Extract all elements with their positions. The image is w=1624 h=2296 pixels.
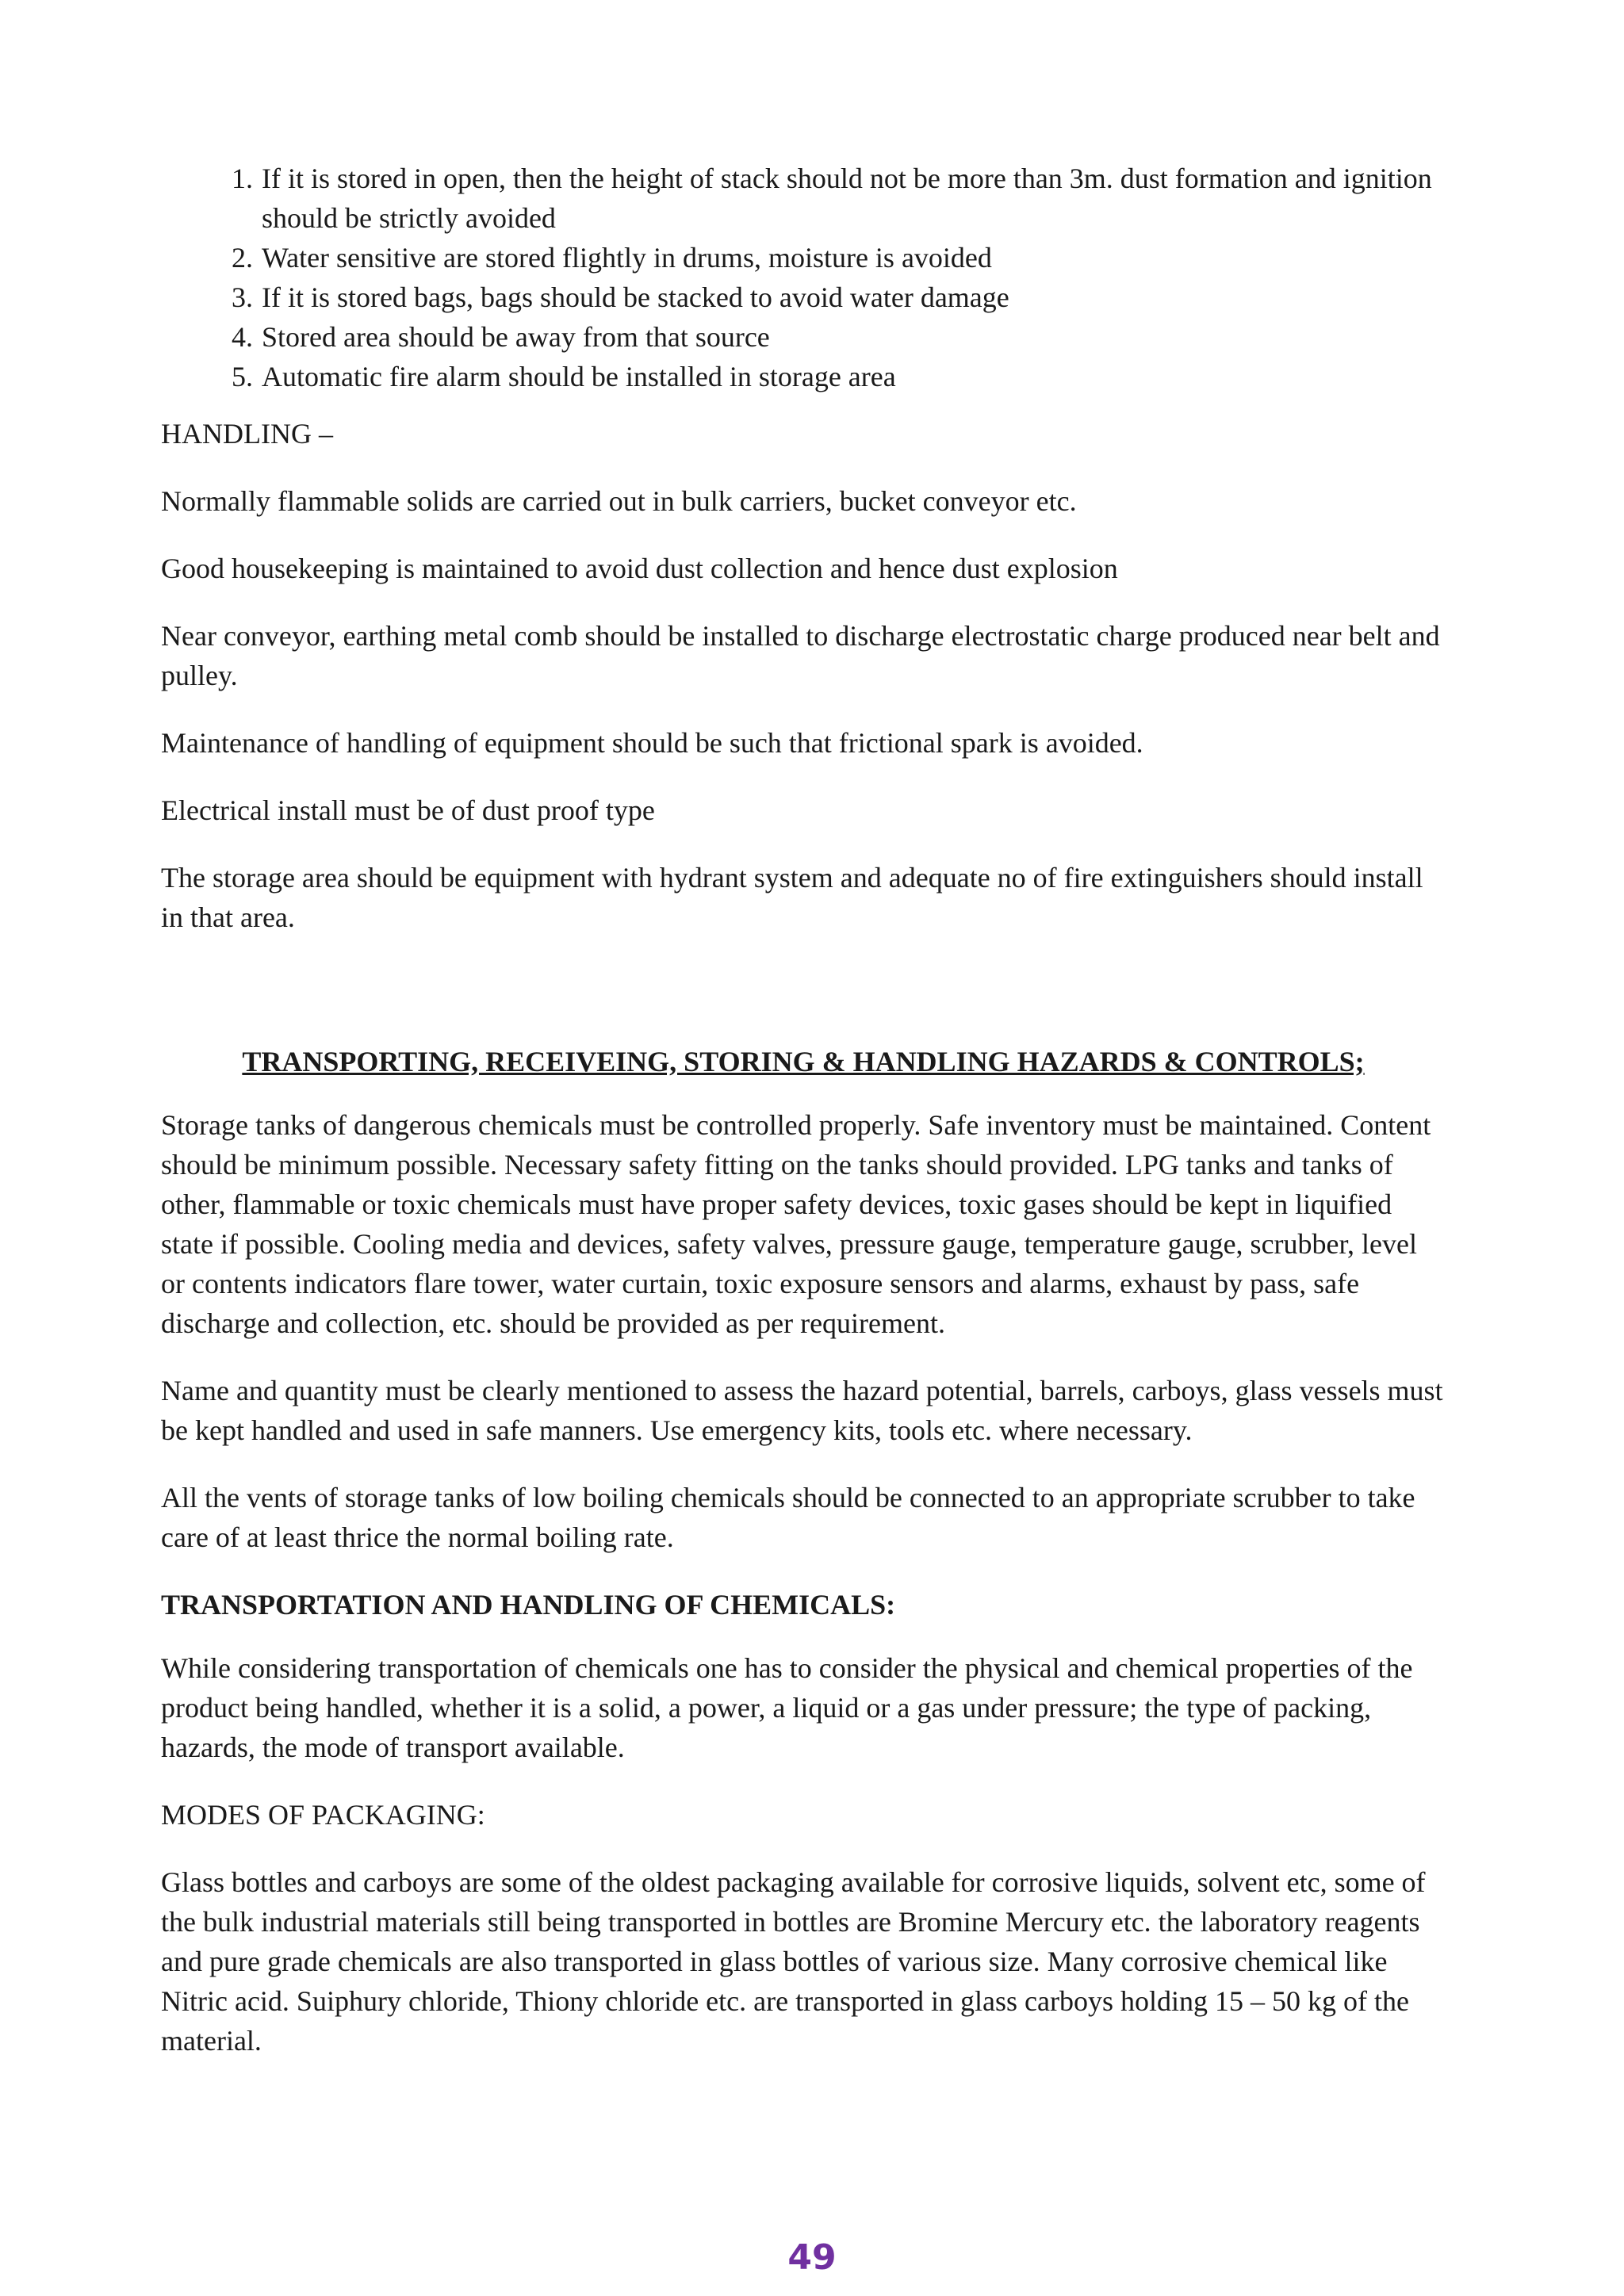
handling-paragraph: Normally flammable solids are carried out in bulk carriers, bucket conveyor etc.	[161, 485, 1077, 517]
list-item: 4. Stored area should be away from that source	[260, 317, 1446, 357]
list-item: 1. If it is stored in open, then the height of stack should not be more than 3m. dust formation and ignition should be strictly avoided	[260, 159, 1446, 238]
hazards-paragraph: Name and quantity must be clearly mentioned to assess the hazard potential, barrels, carboys, glass vessels must be kept handled and used in safe manners. Use emergency kits, tools etc. where necessary.	[161, 1375, 1443, 1446]
transportation-paragraph: While considering transportation of chemicals one has to consider the physical and chemical properties of the product being handled, whether it is a solid, a power, a liquid or a gas under pressure; the type of packing, hazards, the mode of transport available.	[161, 1652, 1413, 1763]
handling-paragraph: Good housekeeping is maintained to avoid dust collection and hence dust explosion	[161, 553, 1118, 584]
list-item: 5. Automatic fire alarm should be installed in storage area	[260, 357, 1446, 396]
packaging-paragraph: Glass bottles and carboys are some of the oldest packaging available for corrosive liquids, solvent etc, some of the bulk industrial materials still being transported in bottles are Bromine Mercury etc. the laboratory reagents and pure grade chemicals are also transported in glass bottles of various size. Many corrosive chemical like Nitric acid. Suiphury chloride, Thiony chloride etc. are transported in glass carboys holding 15 – 50 kg of the material.	[161, 1866, 1426, 2057]
hazards-heading: TRANSPORTING, RECEIVEING, STORING & HANDLING HAZARDS & CONTROLS;	[242, 1046, 1365, 1077]
handling-heading: HANDLING –	[161, 418, 333, 450]
handling-paragraph: Electrical install must be of dust proof type	[161, 794, 655, 826]
handling-paragraph: Near conveyor, earthing metal comb should be installed to discharge electrostatic charge produced near belt and pulley.	[161, 620, 1440, 691]
storage-precautions-list	[161, 159, 1446, 396]
handling-paragraph: Maintenance of handling of equipment should be such that frictional spark is avoided.	[161, 727, 1143, 759]
document-page	[161, 159, 1446, 2088]
packaging-heading: MODES OF PACKAGING:	[161, 1799, 485, 1831]
hazards-paragraph: All the vents of storage tanks of low boiling chemicals should be connected to an appropriate scrubber to take care of at least thrice the normal boiling rate.	[161, 1482, 1415, 1553]
handling-paragraph: The storage area should be equipment with hydrant system and adequate no of fire extinguishers should install in that area.	[161, 862, 1423, 933]
list-item: 2. Water sensitive are stored flightly in drums, moisture is avoided	[260, 238, 1446, 277]
page-number: 49	[787, 2237, 837, 2278]
transportation-heading: TRANSPORTATION AND HANDLING OF CHEMICALS:	[161, 1589, 896, 1621]
hazards-paragraph: Storage tanks of dangerous chemicals must be controlled properly. Safe inventory must be maintained. Content should be minimum possible. Necessary safety fitting on the tanks should provided. LPG tanks and tanks of other, flammable or toxic chemicals must have proper safety devices, toxic gases should be kept in liquified state if possible. Cooling media and devices, safety valves, pressure gauge, temperature gauge, scrubber, level or contents indicators flare tower, water curtain, toxic exposure sensors and alarms, exhaust by pass, safe discharge and collection, etc. should be provided as per requirement.	[161, 1109, 1431, 1339]
list-item: 3. If it is stored bags, bags should be stacked to avoid water damage	[260, 277, 1446, 317]
